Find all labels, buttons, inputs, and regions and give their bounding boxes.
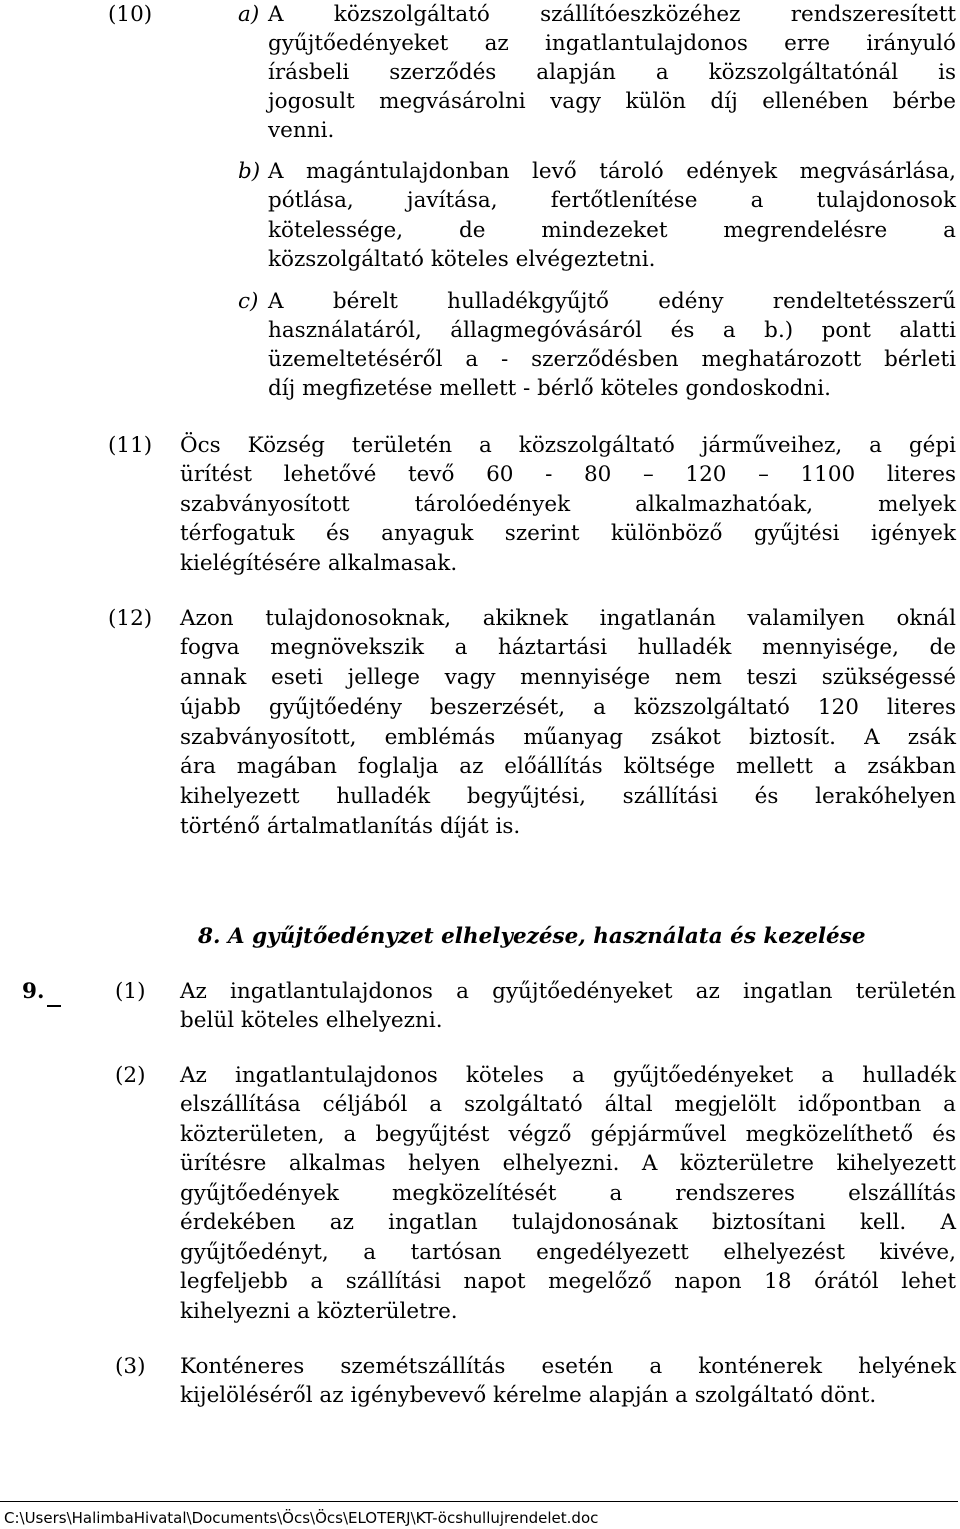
item-c-line-3: üzemeltetéséről a - szerződésben meghatározott bérleti	[268, 347, 956, 372]
section-9-p2-line-4: ürítésre alkalmas helyen elhelyezni. A közterületre kihelyezett	[180, 1151, 956, 1176]
item-a-line-4: jogosult megvásárolni vagy külön díj ellenében bérbe	[268, 89, 956, 114]
item-a-marker: a)	[238, 2, 260, 27]
paragraph-11-line-5: kielégítésére alkalmasak.	[180, 551, 458, 576]
section-9-p3-line-1: Konténeres szemétszállítás esetén a konténerek helyének	[180, 1354, 956, 1379]
item-c-marker: c)	[238, 289, 259, 314]
section-9-p2-line-7: gyűjtőedényt, a tartósan engedélyezett elhelyezést kivéve,	[180, 1240, 956, 1265]
item-b-line-1: A magántulajdonban levő tároló edények megvásárlása,	[268, 159, 956, 184]
paragraph-12-line-6: ára magában foglalja az előállítás költsége mellett a zsákban	[180, 754, 956, 779]
item-c-line-4: díj megfizetése mellett - bérlő köteles gondoskodni.	[268, 376, 831, 401]
item-b-marker: b)	[238, 159, 261, 184]
section-9-number-1: (1)	[115, 979, 146, 1004]
item-c-line-1: A bérelt hulladékgyűjtő edény rendeltetésszerű	[268, 289, 956, 314]
section-9-p2-line-2: elszállítása céljából a szolgáltató által megjelölt időpontban a	[180, 1092, 956, 1117]
section-9-p1-line-2: belül köteles elhelyezni.	[180, 1008, 443, 1033]
paragraph-12-line-1: Azon tulajdonosoknak, akiknek ingatlanán valamilyen oknál	[180, 606, 956, 631]
section-9-p3-line-2: kijelöléséről az igénybevevő kérelme alapján a szolgáltató dönt.	[180, 1383, 877, 1408]
item-a-line-5: venni.	[268, 118, 335, 143]
paragraph-12-line-5: szabványosított, emblémás műanyag zsákot biztosít. A zsák	[180, 725, 956, 750]
item-c-line-2: használatáról, állagmegóvásáról és a b.) pont alatti	[268, 318, 956, 343]
paragraph-12-line-3: annak eseti jellege vagy mennyisége nem teszi szükségessé	[180, 665, 956, 690]
item-b-line-3: kötelessége, de mindezeket megrendelésre a	[268, 218, 956, 243]
section-9-number-2: (2)	[115, 1063, 146, 1088]
section-9-p2-line-1: Az ingatlantulajdonos köteles a gyűjtőedényeket a hulladék	[180, 1063, 956, 1088]
paragraph-11-line-3: szabványosított tárolóedények alkalmazhatóak, melyek	[180, 492, 956, 517]
section-9-p2-line-5: gyűjtőedények megközelítését a rendszeres elszállítás	[180, 1181, 956, 1206]
item-b-line-4: közszolgáltató köteles elvégeztetni.	[268, 247, 656, 272]
paragraph-11-line-2: ürítést lehetővé tevő 60 - 80 – 120 – 1100 literes	[180, 462, 956, 487]
footer-file-path: C:\Users\HalimbaHivatal\Documents\Öcs\Öcs\ELOTERJ\KT-öcshullujrendelet.doc	[4, 1509, 599, 1527]
paragraph-number-12: (12)	[108, 606, 153, 631]
paragraph-11-line-4: térfogatuk és anyaguk szerint különböző gyűjtési igények	[180, 521, 956, 546]
section-9-underline	[47, 985, 61, 1007]
paragraph-11-line-1: Öcs Község területén a közszolgáltató járműveihez, a gépi	[180, 433, 956, 458]
section-9-p2-line-3: közterületen, a begyűjtést végző gépjárművel megközelíthető és	[180, 1122, 956, 1147]
section-9-label: 9.	[22, 979, 45, 1004]
paragraph-12-line-4: újabb gyűjtőedény beszerzését, a közszolgáltató 120 literes	[180, 695, 956, 720]
paragraph-12-line-2: fogva megnövekszik a háztartási hulladék mennyisége, de	[180, 635, 956, 660]
item-a-line-1: A közszolgáltató szállítóeszközéhez rendszeresített	[268, 2, 956, 27]
item-b-line-2: pótlása, javítása, fertőtlenítése a tulajdonosok	[268, 188, 956, 213]
paragraph-12-line-7: kihelyezett hulladék begyűjtési, szállítási és lerakóhelyen	[180, 784, 956, 809]
footer-rule	[0, 1501, 958, 1502]
section-9-p2-line-6: érdekében az ingatlan tulajdonosának biztosítani kell. A	[180, 1210, 956, 1235]
paragraph-12-line-8: történő ártalmatlanítás díját is.	[180, 814, 521, 839]
section-8-heading: 8. A gyűjtőedényzet elhelyezése, használata és kezelése	[198, 924, 866, 949]
section-9-p2-line-8: legfeljebb a szállítási napot megelőző napon 18 órától lehet	[180, 1269, 956, 1294]
paragraph-number-11: (11)	[108, 433, 153, 458]
item-a-line-3: írásbeli szerződés alapján a közszolgáltatónál is	[268, 60, 956, 85]
item-a-line-2: gyűjtőedényeket az ingatlantulajdonos erre irányuló	[268, 31, 956, 56]
section-9-p1-line-1: Az ingatlantulajdonos a gyűjtőedényeket az ingatlan területén	[180, 979, 956, 1004]
paragraph-number-10: (10)	[108, 2, 153, 27]
section-9-p2-line-9: kihelyezni a közterületre.	[180, 1299, 458, 1324]
section-9-number-3: (3)	[115, 1354, 146, 1379]
